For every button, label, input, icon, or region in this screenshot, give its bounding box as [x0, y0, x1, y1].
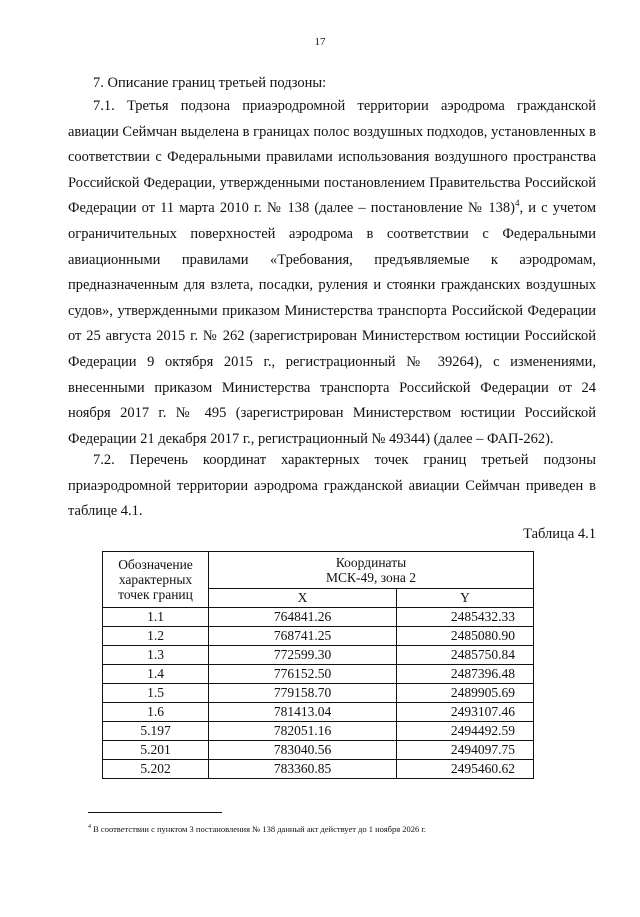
point-id: 1.6 — [103, 703, 209, 722]
table-caption: Таблица 4.1 — [523, 526, 596, 542]
table-row — [103, 741, 534, 760]
x-coordinate: 783360.85 — [209, 760, 397, 779]
x-coordinate: 783040.56 — [209, 741, 397, 760]
table-row — [103, 608, 534, 627]
page-number: 17 — [314, 36, 326, 48]
table-row — [103, 665, 534, 684]
header-designation: Обозначение характерных точек границ — [103, 552, 209, 608]
header-x: X — [209, 589, 397, 608]
table-row — [103, 703, 534, 722]
y-coordinate: 2489905.69 — [397, 684, 534, 703]
footnote-marker: 4 — [88, 824, 91, 831]
x-coordinate: 764841.26 — [209, 608, 397, 627]
point-id: 5.202 — [103, 760, 209, 779]
y-coordinate: 2485080.90 — [397, 627, 534, 646]
table-row — [103, 760, 534, 779]
header-coordinates-label: Координаты — [335, 555, 407, 570]
header-coordinate-system: МСК-49, зона 2 — [325, 570, 417, 585]
point-id: 1.5 — [103, 684, 209, 703]
header-coordinates — [209, 552, 534, 589]
paragraph-7-1-text-b: , и с учетом ограничительных поверхностей аэродрома в соответствии с Федеральными авиационными правилами «Требования, предъявляемые к аэродромам, предназначенным для взлета, посадки, руления и стоянки гражданских воздушных судов», утвержденными приказом Министерства транспорта Российской Федерации от 25 августа 2015 г. № 262 (зарегистрирован Министерством юстиции Российской Федерации 9 октября 2015 г., регистрационный № 39264), с изменениями, внесенными приказом Министерства транспорта Российской Федерации от 24 ноября 2017 г. № 495 (зарегистрирован Министерством юстиции Российской Федерации 21 декабря 2017 г., регистрационный № 49344) (далее – ФАП-262). — [68, 200, 596, 447]
point-id: 1.4 — [103, 665, 209, 684]
header-y: Y — [397, 589, 534, 608]
y-coordinate: 2485432.33 — [397, 608, 534, 627]
coordinates-table — [102, 551, 534, 779]
y-coordinate: 2493107.46 — [397, 703, 534, 722]
y-coordinate: 2487396.48 — [397, 665, 534, 684]
table-header-row — [103, 552, 534, 589]
footnote-reference: 4 — [515, 198, 520, 209]
y-coordinate: 2485750.84 — [397, 646, 534, 665]
x-coordinate: 779158.70 — [209, 684, 397, 703]
table-row — [103, 646, 534, 665]
table-row — [103, 722, 534, 741]
footnote-divider — [88, 812, 222, 813]
y-coordinate: 2494097.75 — [397, 741, 534, 760]
x-coordinate: 772599.30 — [209, 646, 397, 665]
paragraph-7-1 — [68, 94, 596, 452]
point-id: 1.3 — [103, 646, 209, 665]
point-id: 1.1 — [103, 608, 209, 627]
x-coordinate: 768741.25 — [209, 627, 397, 646]
y-coordinate: 2495460.62 — [397, 760, 534, 779]
point-id: 1.2 — [103, 627, 209, 646]
footnote-text: В соответствии с пунктом 3 постановления № 138 данный акт действует до 1 ноября 2026 г. — [91, 824, 427, 834]
y-coordinate: 2494492.59 — [397, 722, 534, 741]
point-id: 5.201 — [103, 741, 209, 760]
x-coordinate: 781413.04 — [209, 703, 397, 722]
paragraph-7-1-text-a: 7.1. Третья подзона приаэродромной территории аэродрома гражданской авиации Сеймчан выделена в границах полос воздушных подходов, установленных в соответствии с Федеральными правилами использования воздушного пространства Российской Федерации, утвержденными постановлением Правительства Российской Федерации от 11 марта 2010 г. № 138 (далее – постановление № 138) — [68, 98, 596, 217]
paragraph-7-2: 7.2. Перечень координат характерных точек границ третьей подзоны приаэродромной территории аэродрома гражданской авиации Сеймчан приведен в таблице 4.1. — [68, 452, 596, 520]
table-row — [103, 627, 534, 646]
x-coordinate: 782051.16 — [209, 722, 397, 741]
footnote — [88, 824, 426, 835]
table-row — [103, 684, 534, 703]
section-heading: 7. Описание границ третьей подзоны: — [93, 75, 327, 91]
x-coordinate: 776152.50 — [209, 665, 397, 684]
point-id: 5.197 — [103, 722, 209, 741]
